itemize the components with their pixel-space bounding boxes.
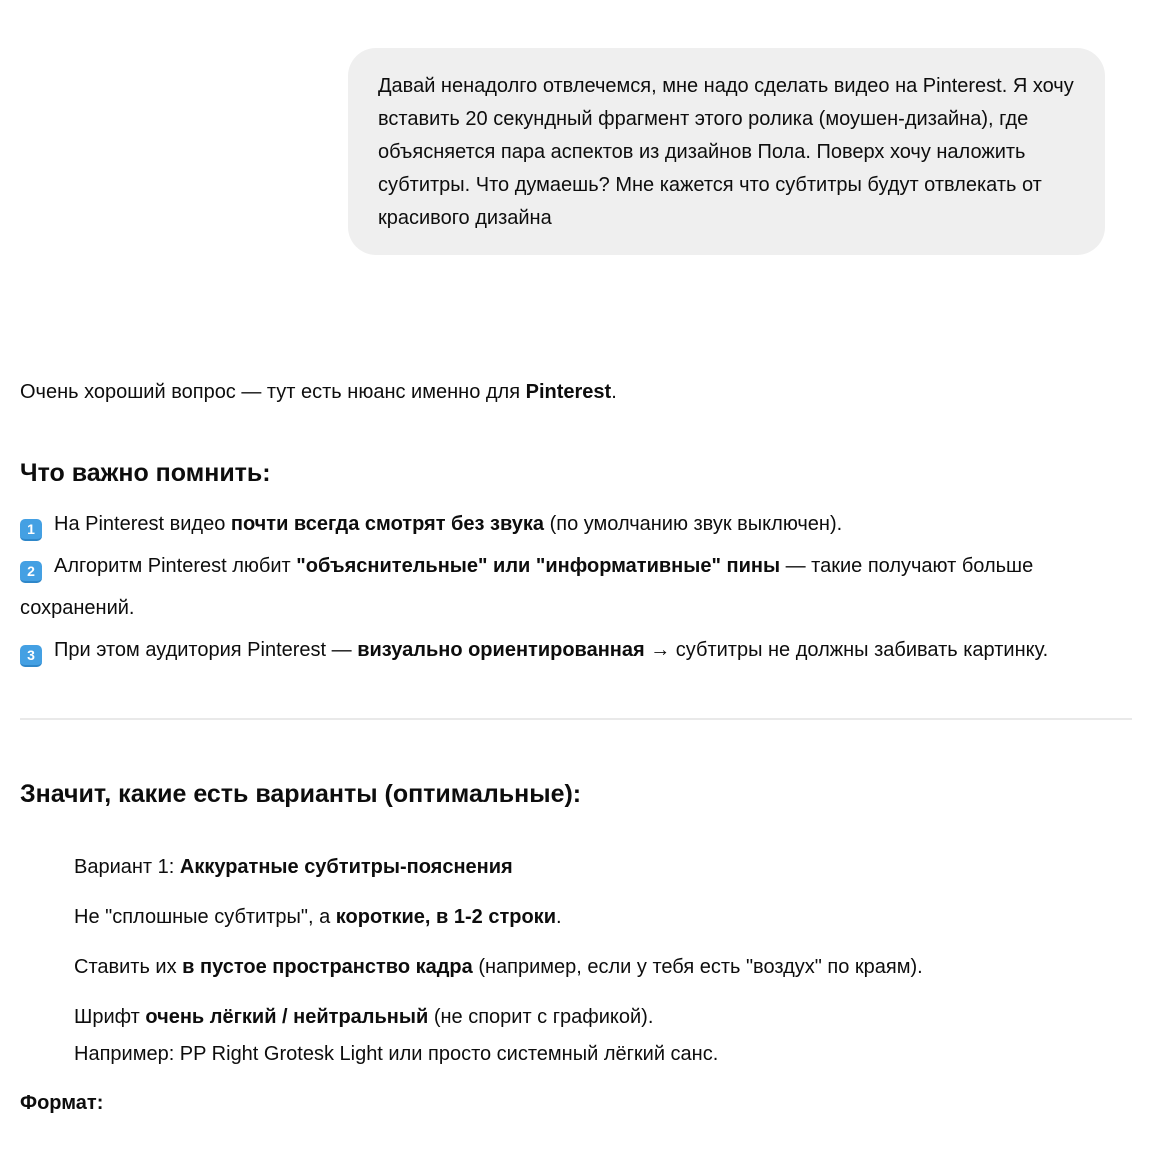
list-item-text: Ставить их в пустое пространство кадра (например, если у тебя есть "воздух" по краям). — [74, 956, 923, 978]
list-item — [20, 952, 1132, 982]
marker-column — [20, 852, 74, 882]
list-item-text: Не "сплошные субтитры", а короткие, в 1-2 строки. — [74, 906, 562, 928]
options-list — [20, 852, 1132, 1069]
number-badge-2-icon: 2 — [20, 561, 42, 583]
number-badge-1-icon: 1 — [20, 519, 42, 541]
list-item-line2: Например: PP Right Grotesk Light или просто системный лёгкий санс. — [74, 1043, 719, 1065]
user-message-text: Давай ненадолго отвлечемся, мне надо сделать видео на Pinterest. Я хочу вставить 20 секундный фрагмент этого ролика (моушен-дизайна), где объясняется пара аспектов из дизайнов Пола. Поверх хочу наложить субтитры. Что думаешь? Мне кажется что субтитры будут отвлекать от красивого дизайна — [378, 75, 1074, 229]
numbered-item-text: На Pinterest видео почти всегда смотрят без звука (по умолчанию звук выключен). — [54, 513, 843, 535]
numbered-item — [20, 545, 1132, 629]
numbered-item — [20, 629, 1132, 671]
marker-column — [20, 952, 74, 982]
marker-column — [20, 1002, 74, 1069]
numbered-item-text: Алгоритм Pinterest любит "объяснительные" или "информативные" пины — такие получают больше сохранений. — [20, 555, 1034, 619]
numbered-list — [20, 503, 1132, 671]
format-label: Формат: — [20, 1092, 104, 1114]
number-badge-3-icon: 3 — [20, 645, 42, 667]
assistant-message — [0, 378, 1152, 1117]
list-item-line1: Шрифт очень лёгкий / нейтральный (не спорит с графикой). — [74, 1006, 654, 1028]
numbered-item — [20, 503, 1132, 545]
section-heading-options: Значит, какие есть варианты (оптимальные): — [20, 780, 582, 808]
numbered-item-text: При этом аудитория Pinterest — визуально ориентированная → субтитры не должны забивать картинку. — [54, 639, 1049, 661]
marker-column — [20, 902, 74, 932]
section-divider — [20, 718, 1132, 720]
user-message-bubble — [348, 48, 1105, 255]
list-item-text — [74, 1002, 1132, 1069]
section-heading-remember: Что важно помнить: — [20, 459, 271, 487]
list-item — [20, 852, 1132, 882]
list-item-text: Вариант 1: Аккуратные субтитры-пояснения — [74, 856, 513, 878]
list-item — [20, 1002, 1132, 1069]
intro-paragraph: Очень хороший вопрос — тут есть нюанс именно для Pinterest. — [20, 381, 617, 403]
user-message-row — [0, 0, 1152, 255]
list-item — [20, 902, 1132, 932]
